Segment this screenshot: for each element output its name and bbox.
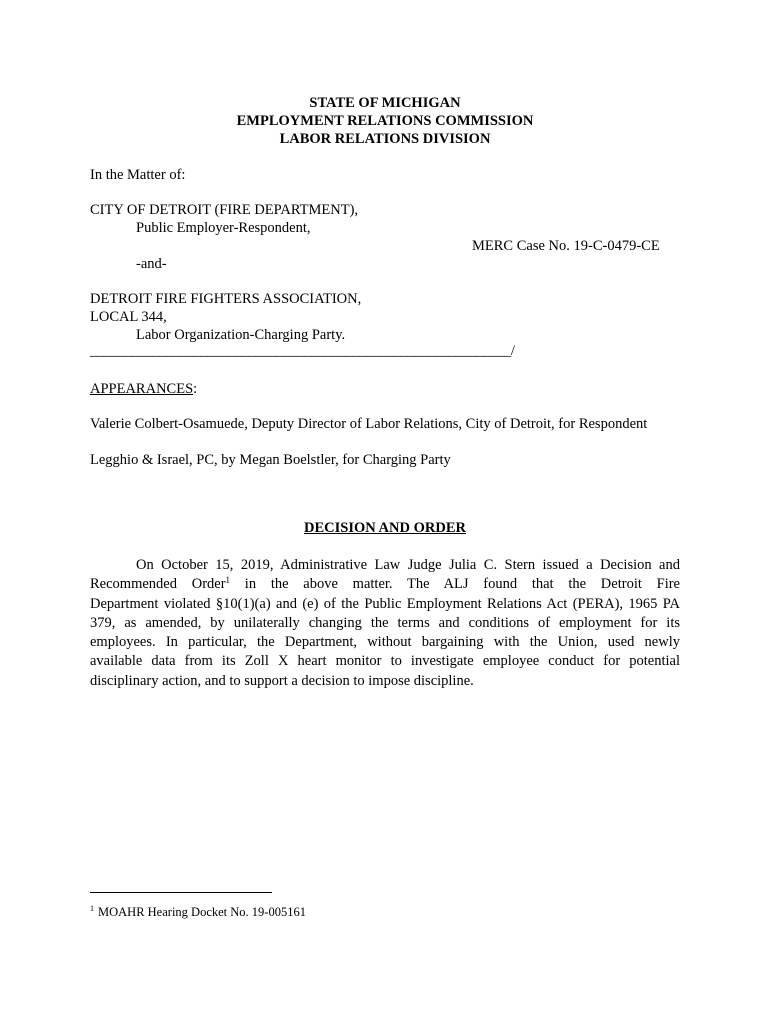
appearances-heading-colon: : [193,381,198,397]
decision-line-text: in the above matter. The ALJ found that the Detroit Fire [230,576,680,593]
caption-rule: _____________________________________________________________/ [90,343,515,359]
decision-line: available data from its Zoll X heart monitor to investigate employee conduct for potential [90,653,680,670]
decision-paragraph [90,556,680,691]
decision-title: DECISION AND ORDER [304,520,466,536]
decision-line-text: Recommended Order [90,576,226,593]
case-number: MERC Case No. 19-C-0479-CE [472,238,660,254]
header-state: STATE OF MICHIGAN [309,95,461,111]
union-name-line2: LOCAL 344, [90,309,167,325]
footnote-reference: 1 [225,575,231,586]
decision-line: 379, as amended, by unilaterally changing the terms and conditions of employment for its [90,614,680,631]
decision-line: employees. In particular, the Department, without bargaining with the Union, used newly [90,634,680,651]
appearances-heading [90,380,197,398]
header-division: LABOR RELATIONS DIVISION [279,131,491,147]
employer-role: Public Employer-Respondent, [136,220,311,236]
header-commission: EMPLOYMENT RELATIONS COMMISSION [236,113,534,129]
footnote [90,904,306,920]
footnote-divider [90,892,272,893]
decision-line: Department violated §10(1)(a) and (e) of the Public Employment Relations Act (PERA), 1965 PA [90,595,680,612]
decision-line: disciplinary action, and to support a decision to impose discipline. [90,672,474,689]
appearance-charging-party: Legghio & Israel, PC, by Megan Boelstler, for Charging Party [90,452,451,468]
decision-line: On October 15, 2019, Administrative Law Judge Julia C. Stern issued a Decision and [136,557,680,573]
decision-line [90,575,680,594]
appearances-heading-text: APPEARANCES [90,381,194,397]
appearance-respondent: Valerie Colbert-Osamuede, Deputy Director of Labor Relations, City of Detroit, for Respondent [90,416,648,432]
footnote-marker: 1 [90,904,94,913]
union-role: Labor Organization-Charging Party. [136,327,346,343]
in-the-matter-label: In the Matter of: [90,167,186,183]
employer-name: CITY OF DETROIT (FIRE DEPARTMENT), [90,202,359,218]
footnote-text: MOAHR Hearing Docket No. 19-005161 [98,905,306,919]
and-separator: -and- [136,256,167,272]
union-name-line1: DETROIT FIRE FIGHTERS ASSOCIATION, [90,291,362,307]
